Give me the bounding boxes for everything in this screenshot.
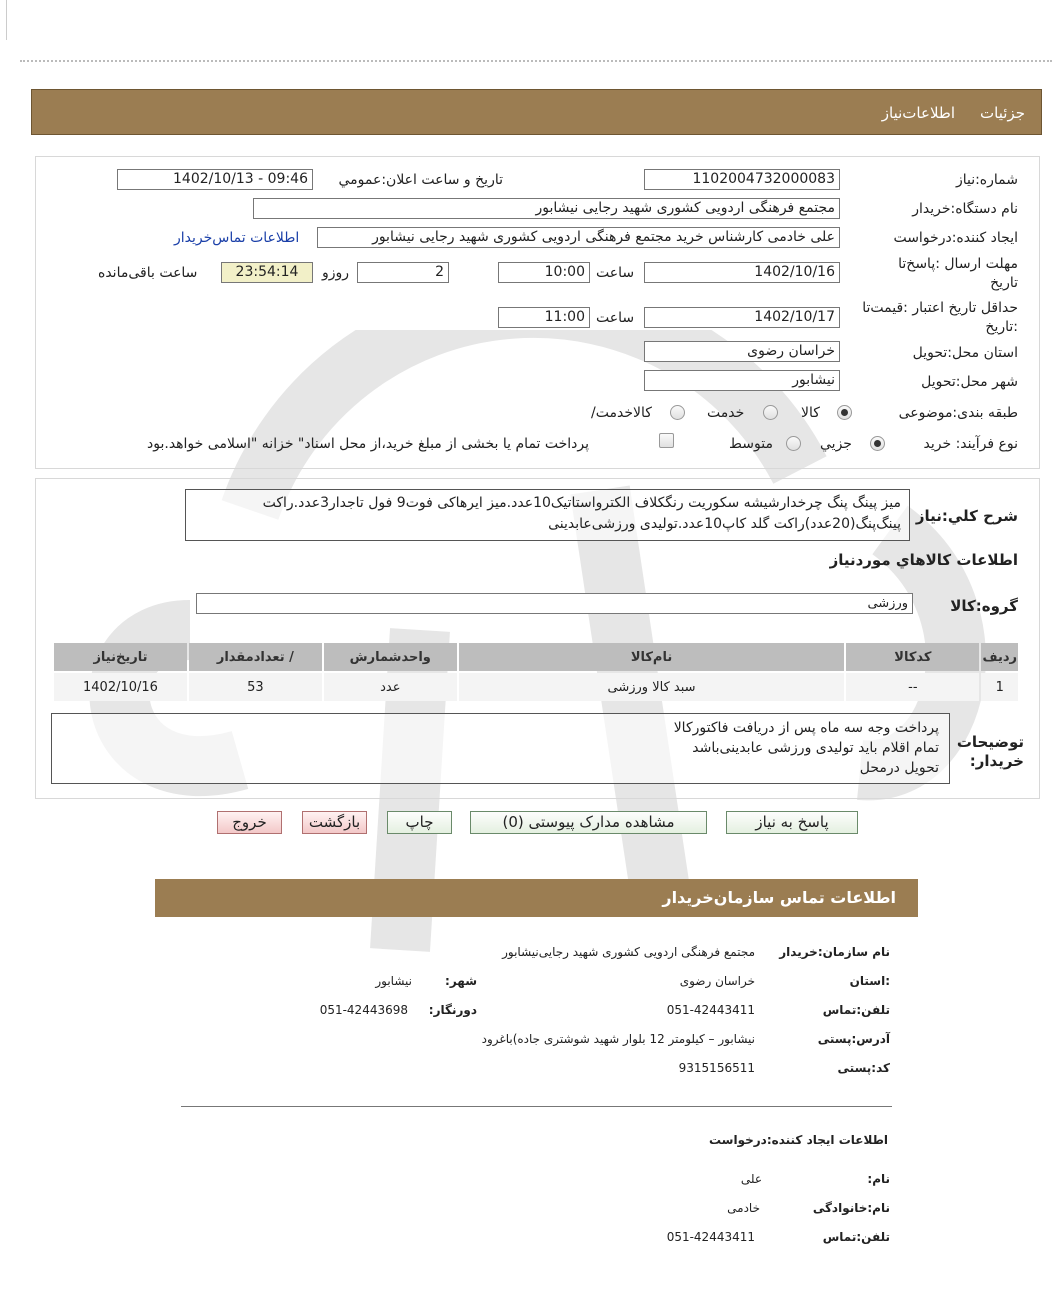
table-row xyxy=(54,673,1018,701)
goods-group-field: ورزشی xyxy=(196,593,913,614)
goods-table-header xyxy=(54,643,1018,671)
buyer-contact-header xyxy=(155,879,918,917)
org-name-label: نام سازمان:خریدار xyxy=(779,945,890,959)
category-service-label: خدمت xyxy=(707,405,745,421)
validity-time-label: ساعت xyxy=(596,310,635,326)
contact-address-value: نیشابور – کیلومتر 12 بلوار شهید شوشتری جاده)باغرود xyxy=(481,1032,755,1046)
category-goods-radio[interactable] xyxy=(837,405,852,420)
creator-label: ایجاد کننده:درخواست xyxy=(893,230,1018,246)
contact-city-label: :شهر xyxy=(445,974,477,988)
goods-info-title: اطلاعات کالاهاي موردنياز xyxy=(829,551,1018,569)
contact-address-label: آدرس:پستی xyxy=(817,1032,890,1046)
process-partial-radio[interactable] xyxy=(870,436,885,451)
section-divider xyxy=(181,1106,892,1107)
category-goods-service-radio[interactable] xyxy=(670,405,685,420)
treasury-payment-checkbox[interactable] xyxy=(659,433,674,448)
contact-postal-label: کد:پستی xyxy=(837,1061,890,1075)
process-medium-label: متوسط xyxy=(729,436,773,452)
general-description-box xyxy=(185,489,910,541)
cell-row: 1 xyxy=(981,673,1018,701)
deadline-date-field: 1402/10/16 xyxy=(644,262,840,283)
contact-province-label: استان: xyxy=(849,974,890,988)
buyer-notes-label-2: :خریدار xyxy=(969,752,1024,770)
deadline-label: مهلت ارسال :پاسخ‌تا xyxy=(898,256,1018,272)
cell-name: سبد کالا ورزشی xyxy=(459,673,844,701)
city-field: نیشابور xyxy=(644,370,840,391)
province-label: استان محل:تحویل xyxy=(912,345,1018,361)
tab-details[interactable]: جزئيات xyxy=(980,104,1025,122)
contact-phone-label: تلفن:تماس xyxy=(822,1003,890,1017)
general-description-line-1: میز پینگ پنگ چرخدارشیشه سکوریت رنگکلاف الکترواستاتیک10عدد.میز ایرهاکی فوت9 فول تاجدار3عدد.راکت xyxy=(262,495,901,511)
treasury-payment-label: پرداخت تمام یا بخشی از مبلغ خرید،از محل اسناد" خزانه "اسلامی خواهد.بود xyxy=(147,436,590,452)
creator-phone-value: 051-42443411 xyxy=(666,1230,755,1244)
creator-family-label: نام:خانوادگی xyxy=(812,1201,890,1215)
buyer-notes-line-1: پرداخت وجه سه ماه پس از دریافت فاکتورکالا xyxy=(673,720,939,736)
exit-button[interactable]: خروج xyxy=(217,811,282,834)
announce-date-label: تاريخ و ساعت اعلان:عمومي xyxy=(338,172,503,188)
contact-city-value: نیشابور xyxy=(375,974,412,988)
validity-label-2: تاریخ: xyxy=(985,319,1018,335)
process-medium-radio[interactable] xyxy=(786,436,801,451)
need-number-field: 1102004732000083 xyxy=(644,169,840,190)
buyer-notes-label: توضیحات xyxy=(956,733,1024,751)
creator-field: علی خادمی کارشناس خرید مجتمع فرهنگی اردویی کشوری شهید رجایی نیشابور xyxy=(317,227,840,248)
creator-name-label: :نام xyxy=(867,1172,890,1186)
contact-postal-value: 9315156511 xyxy=(678,1061,755,1075)
view-attachments-button[interactable]: مشاهده مدارک پیوستی (0) xyxy=(470,811,707,834)
buyer-label: نام دستگاه:خریدار xyxy=(912,201,1018,217)
goods-group-label: گروه:کالا xyxy=(950,597,1018,615)
buyer-field: مجتمع فرهنگی اردویی کشوری شهید رجایی نیشابور xyxy=(253,198,840,219)
col-name: نام‌کالا xyxy=(459,643,844,671)
col-need-date: تاریخ‌نیاز xyxy=(54,643,187,671)
category-label: طبقه بندی:موضوعی xyxy=(898,405,1018,421)
org-name-value: مجتمع فرهنگی اردویی کشوری شهید رجایی‌نیشابور xyxy=(502,945,755,959)
contact-province-value: خراسان رضوی xyxy=(679,974,755,988)
back-button[interactable]: بازگشت xyxy=(302,811,367,834)
tab-need-info[interactable]: اطلاعات‌نیاز xyxy=(881,104,955,122)
creator-name-value: علی xyxy=(740,1172,762,1186)
validity-time-field: 11:00 xyxy=(498,307,590,328)
creator-family-value: خادمی xyxy=(727,1201,760,1215)
creator-phone-label: تلفن:تماس xyxy=(822,1230,890,1244)
contact-phone-value: 051-42443411 xyxy=(666,1003,755,1017)
need-number-label: شماره:نیاز xyxy=(955,172,1018,188)
buyer-contact-link[interactable]: اطلاعات تماس‌خریدار xyxy=(174,230,300,246)
validity-date-field: 1402/10/17 xyxy=(644,307,840,328)
cell-quantity: 53 xyxy=(189,673,322,701)
announce-date-field: 1402/10/13 - 09:46 xyxy=(117,169,313,190)
process-type-label: نوع فرآیند: خرید xyxy=(923,436,1018,452)
city-label: شهر محل:تحویل xyxy=(921,374,1018,390)
contact-fax-value: 051-42443698 xyxy=(319,1003,408,1017)
contact-fax-label: :دورنگار xyxy=(428,1003,477,1017)
col-row: رديف xyxy=(981,643,1018,671)
remaining-label: ساعت باقی‌مانده xyxy=(98,265,198,281)
buyer-contact-title: اطلاعات تماس سازمان‌خریدار xyxy=(662,888,896,907)
days-label: روزو xyxy=(322,265,350,281)
goods-table xyxy=(52,641,1020,703)
general-description-line-2: پینگ‌پنگ(20عدد)راکت گلد کاپ10عدد.تولیدی ورزشی‌عابدینی xyxy=(548,516,901,532)
col-unit: واحدشمارش xyxy=(324,643,457,671)
buyer-notes-box xyxy=(51,713,950,784)
category-service-radio[interactable] xyxy=(763,405,778,420)
creator-info-title: اطلاعات ایجاد کننده:درخواست xyxy=(708,1133,888,1147)
process-partial-label: جزيي xyxy=(820,436,852,452)
general-description-label: شرح کلي:نياز xyxy=(915,507,1018,525)
validity-label: حداقل تاریخ اعتبار :قیمت‌تا xyxy=(862,300,1018,316)
deadline-time-label: ساعت xyxy=(596,265,635,281)
countdown-timer: 23:54:14 xyxy=(221,262,313,283)
buyer-notes-line-2: تمام اقلام باید تولیدی ورزشی عابدینی‌باشد xyxy=(692,740,939,756)
cell-need-date: 1402/10/16 xyxy=(54,673,187,701)
category-goods-service-label: /کالاخدمت xyxy=(591,405,652,421)
deadline-time-field: 10:00 xyxy=(498,262,590,283)
deadline-label-2: تاریخ xyxy=(990,275,1018,291)
reply-button[interactable]: پاسخ به نیاز xyxy=(726,811,858,834)
header-bar xyxy=(31,89,1042,135)
buyer-notes-line-3: تحویل درمحل xyxy=(859,760,939,776)
cell-unit: عدد xyxy=(324,673,457,701)
col-code: کدکالا xyxy=(846,643,979,671)
days-field: 2 xyxy=(357,262,449,283)
print-button[interactable]: چاپ xyxy=(387,811,452,834)
province-field: خراسان رضوی xyxy=(644,341,840,362)
col-quantity: / تعدادمقدار xyxy=(189,643,322,671)
cell-code: -- xyxy=(846,673,979,701)
category-goods-label: کالا xyxy=(801,405,820,421)
